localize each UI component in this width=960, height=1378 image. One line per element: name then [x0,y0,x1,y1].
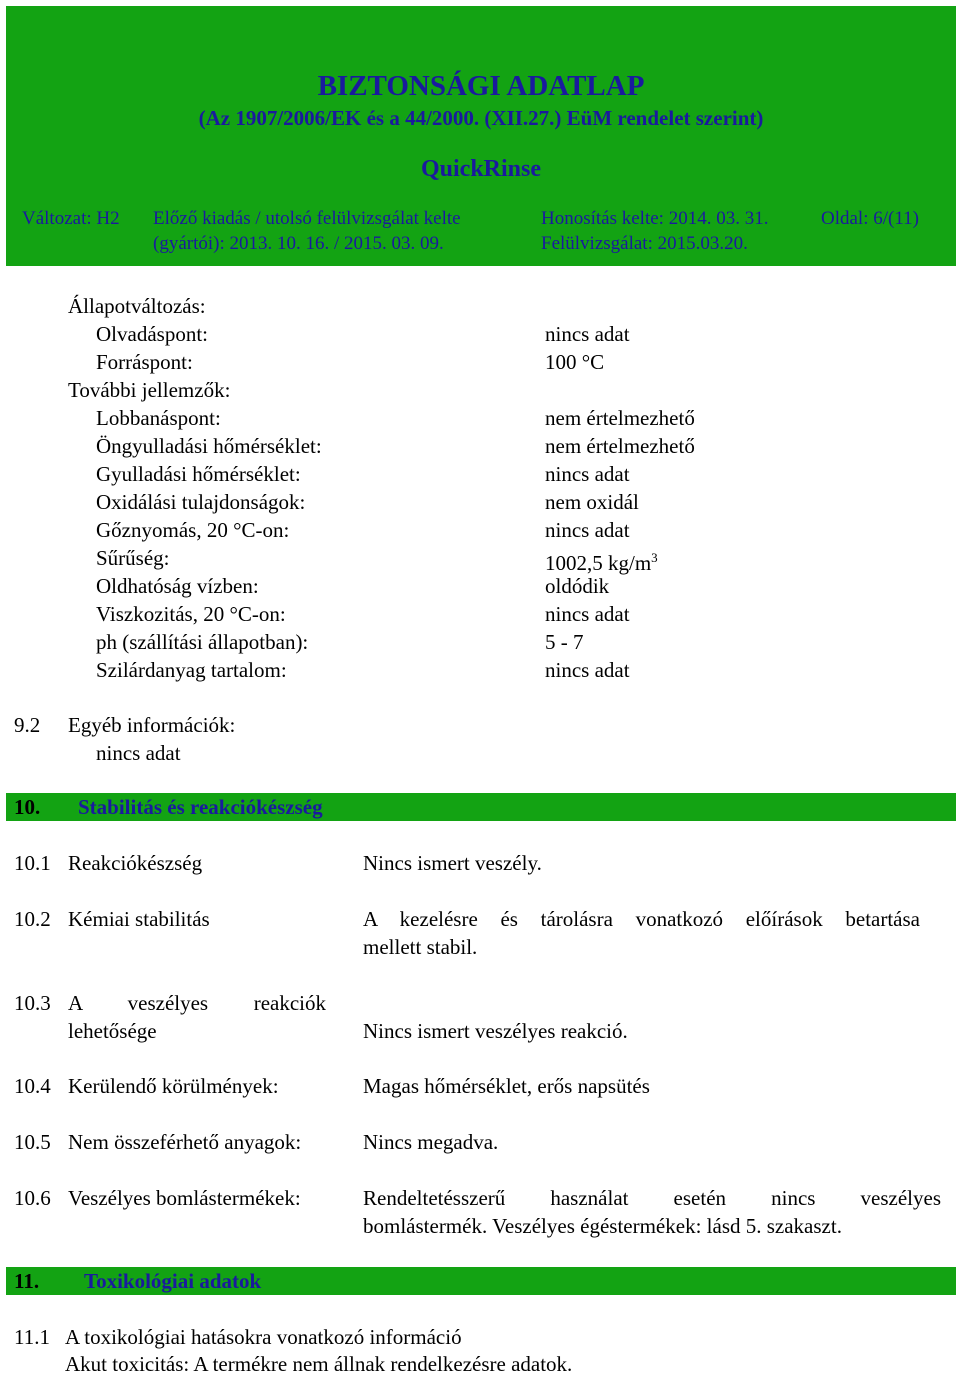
property-label: Olvadáspont: [96,322,208,346]
section-number: 9.2 [14,713,41,737]
item-value: Nincs ismert veszély. [363,851,542,875]
section-10-heading [6,793,956,821]
item-value: Nincs megadva. [363,1130,499,1154]
property-label: ph (szállítási állapotban): [96,630,309,654]
item-number: 10.2 [14,907,51,931]
property-label: Szilárdanyag tartalom: [96,658,287,682]
property-value: 1002,5 $kg/m^3$ [545,550,658,575]
section-number: 11. [14,1269,40,1293]
item-label: Kerülendő körülmények: [68,1074,279,1098]
page-number: Oldal: 6/(11) [821,208,919,229]
item-label-continued: lehetősége [68,1019,157,1043]
property-value: 5 - 7 [545,630,584,654]
item-value: Magas hőmérséklet, erős napsütés [363,1074,650,1098]
item-label: Reakciókészség [68,851,203,875]
localization-date: Honosítás kelte: 2014. 03. 31. Felülvizsgálat: 2015.03.20. [541,208,769,254]
regulation-subtitle: (Az 1907/2006/EK és a 44/2000. (XII.27.) EüM rendelet szerint) [198,106,764,130]
other-info-label: Egyéb információk: [68,713,236,737]
previous-edition: Előző kiadás / utolsó felülvizsgálat kelte (gyártói): 2013. 10. 16. / 2015. 03. 09. [153,208,461,254]
item-number: 10.4 [14,1074,51,1098]
item-value: A kezelésre és tárolásra vonatkozó előírások betartása [363,907,920,931]
item-label: A toxikológiai hatásokra vonatkozó információ [65,1325,462,1349]
item-label: Nem összeférhető anyagok: [68,1130,302,1154]
item-number: 10.3 [14,991,51,1015]
property-label: Gőznyomás, 20 °C-on: [96,518,290,542]
version-label: Változat: H2 [22,208,120,229]
section-number: 10. [14,795,41,819]
property-label: Öngyulladási hőmérséklet: [96,434,322,458]
item-number: 11.1 [14,1325,50,1349]
item-number: 10.1 [14,851,51,875]
property-label: Oxidálási tulajdonságok: [96,490,306,514]
property-value: nincs adat [545,462,630,486]
item-number: 10.5 [14,1130,51,1154]
acute-toxicity-text: Akut toxicitás: A termékre nem állnak rendelkezésre adatok. [65,1352,573,1376]
property-value: nincs adat [545,518,630,542]
property-value: nem értelmezhető [545,406,695,430]
item-value: Rendeltetésszerű használat esetén nincs veszélyes [363,1186,941,1210]
property-label: Forráspont: [96,350,193,374]
state-change-heading: Állapotváltozás: [68,294,206,318]
item-number: 10.6 [14,1186,51,1210]
item-label: Veszélyes bomlástermékek: [68,1186,301,1210]
property-value: nem értelmezhető [545,434,695,458]
property-value: nincs adat [545,322,630,346]
item-label: A veszélyes reakciók [68,991,326,1015]
document-header [6,6,956,266]
property-value: nem oxidál [545,490,639,514]
document-title: BIZTONSÁGI ADATLAP [317,70,645,102]
further-properties-heading: További jellemzők: [68,378,231,402]
property-label: Oldhatóság vízben: [96,574,259,598]
property-value: 100 °C [545,350,605,374]
property-value: nincs adat [545,602,630,626]
other-info-value: nincs adat [96,741,181,765]
property-label: Gyulladási hőmérséklet: [96,462,301,486]
item-label: Kémiai stabilitás [68,907,210,931]
property-label: Viszkozitás, 20 °C-on: [96,602,286,626]
section-11-heading [6,1267,956,1295]
product-name: QuickRinse [420,156,542,182]
section-title: Stabilitás és reakciókészség [78,795,323,819]
item-value-continued: bomlástermék. Veszélyes égéstermékek: lásd 5. szakaszt. [363,1214,842,1238]
property-label: Lobbanáspont: [96,406,221,430]
section-title: Toxikológiai adatok [84,1269,262,1293]
item-value: Nincs ismert veszélyes reakció. [363,1019,628,1043]
property-value: oldódik [545,574,610,598]
item-value-continued: mellett stabil. [363,935,478,959]
property-value: nincs adat [545,658,630,682]
property-label: Sűrűség: [96,546,170,570]
